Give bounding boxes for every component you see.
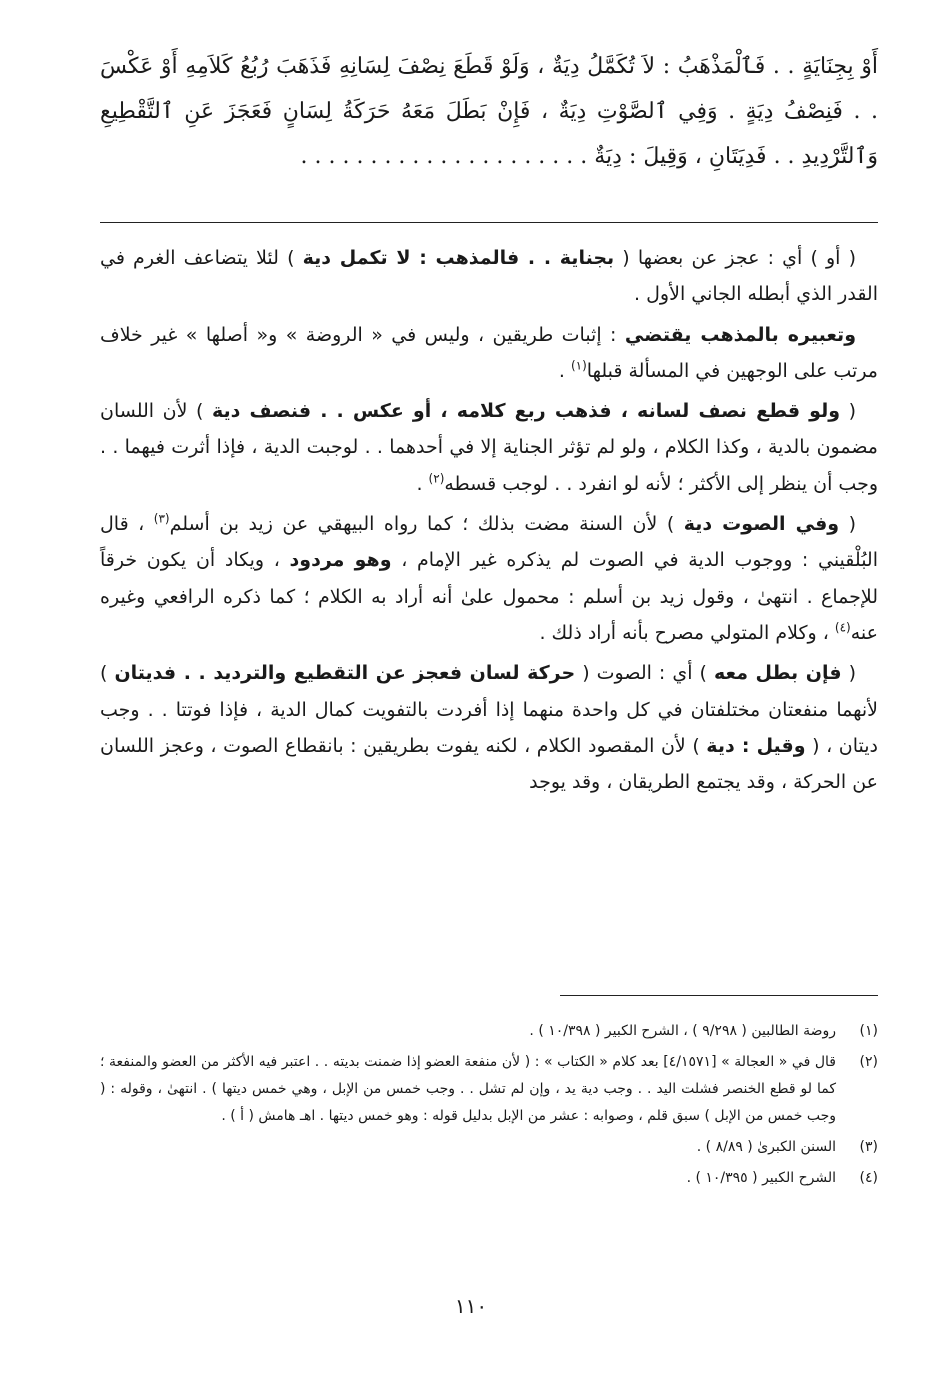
footnote-number: (٢) (859, 1054, 878, 1070)
text-span: . (558, 359, 571, 382)
text-span: ( (840, 400, 856, 423)
text-span: ( أو ) أي : عجز عن بعضها ( (614, 247, 856, 269)
matn-separator-rule (100, 222, 878, 223)
footnote-item (100, 1018, 878, 1045)
quoted-matn: بجناية . . فالمذهب : لا تكمل دية (302, 247, 615, 269)
quoted-matn: حركة لسان فعجز عن التقطيع والترديد . . فديتان (114, 662, 576, 685)
footnote-text: الشرح الكبير ( ١٠/٣٩٥ ) . (686, 1170, 836, 1186)
commentary-paragraph-1 (100, 240, 878, 313)
footnote-text: السنن الكبرىٰ ( ٨/٨٩ ) . (696, 1139, 836, 1155)
footnote-ref[interactable]: (١) (570, 358, 587, 373)
footnote-number: (٣) (859, 1139, 878, 1155)
text-span: ، وكلام المتولي مصرح بأنه أراد ذلك . (539, 621, 835, 644)
quoted-matn: وفي الصوت دية (683, 513, 840, 536)
commentary-paragraph-5 (100, 655, 878, 800)
text-span: ) لأن المقصود الكلام ، لكنه يفوت بطريقين : بانقطاع الصوت ، وعجز اللسان عن الحركة ، وقد يجتمع الطريقان ، وقد يوجد (100, 734, 878, 794)
text-span: ، قال البُلْقيني : ووجوب الدية في الصوت لم يذكره غير الإمام ، (100, 513, 878, 572)
footnote-item (100, 1049, 878, 1130)
footnote-separator-rule (560, 995, 878, 996)
footnote-ref[interactable]: (٢) (428, 471, 445, 486)
footnote-ref[interactable]: (٤) (834, 620, 851, 635)
footnote-number: (١) (859, 1023, 878, 1039)
text-span: ( (839, 513, 856, 536)
text-span: . (416, 472, 429, 495)
footnote-text: روضة الطالبين ( ٩/٢٩٨ ) ، الشرح الكبير ( ١٠/٣٩٨ ) . (529, 1023, 836, 1039)
footnote-ref[interactable]: (٣) (153, 511, 170, 526)
text-span: ) لأنهما منفعتان مختلفتان في كل واحدة منهما إذا أفردت بالتفويت كمال الدية ، فإذا فوتتا . . وجب ديتان ، ( (100, 662, 878, 757)
quoted-matn: وقيل : دية (706, 734, 806, 757)
text-span: : إثبات طريقين ، وليس في « الروضة » و« أصلها » غير خلاف مرتب على الوجهين في المسألة قبلها (100, 323, 878, 382)
commentary-sharh (100, 240, 878, 804)
footnotes (100, 1018, 878, 1196)
footnote-text: قال في « العجالة » [٤/١٥٧١] بعد كلام « الكتاب » : ( لأن منفعة العضو إذا ضمنت بديته . . اعتبر فيه الأكثر من العضو والمنفعة ؛ كما لو قطع الخنصر فشلت اليد . . وجب دية يد ، وإن لم تشل . . وجب خمس من الإبل ، وهي خمس ديتها ) . انتهىٰ ، وقوله : ( وجب خمس من الإبل ) سبق قلم ، وصوابه : عشر من الإبل بدليل قوله : وهو خمس ديتها . اهـ هامش ( أ ) . (100, 1054, 836, 1124)
text-span: ) لأن السنة مضت بذلك ؛ كما رواه البيهقي عن زيد بن أسلم (169, 513, 684, 536)
matn-paragraph: أَوْ بِجِنَايَةٍ . . فَٱلْمَذْهَبُ : لاَ تُكَمَّلُ دِيَةٌ ، وَلَوْ قَطَعَ نِصْفَ لِسَانِهِ فَذَهَبَ رُبُعُ كَلاَمِهِ أَوْ عَكْسَ . . فَنِصْفُ دِيَةٍ . وَفِي ٱلصَّوْتِ دِيَةٌ ، فَإِنْ بَطَلَ مَعَهُ حَرَكَةُ لِسَانٍ فَعَجَزَ عَنِ ٱلتَّقْطِيعِ وَٱلتَّرْدِيدِ . . فَدِيَتَانِ ، وَقِيلَ : دِيَةٌ . . . . . . . . . . . . . . . . . . . . . (100, 54, 878, 169)
bold-phrase: وهو مردود (289, 549, 392, 572)
footnote-item (100, 1134, 878, 1161)
quoted-matn: فإن بطل معه (713, 662, 842, 685)
text-span: ، ويكاد أن يكون خرقاً للإجماع . انتهىٰ ، وقول زيد بن أسلم : محمول علىٰ أنه أراد به الكلام ؛ كما ذكره الرافعي وغيره عنه (100, 549, 878, 644)
footnote-number: (٤) (859, 1170, 878, 1186)
main-text-matn (100, 44, 878, 179)
quoted-matn: ولو قطع نصف لسانه ، فذهب ربع كلامه ، أو عكس . . فنصف دية (211, 400, 841, 423)
text-span: ( (841, 662, 856, 685)
page-number: ١١٠ (454, 1294, 488, 1318)
commentary-paragraph-3 (100, 393, 878, 502)
footnote-item (100, 1165, 878, 1192)
quoted-matn: وتعبيره بالمذهب يقتضي (624, 323, 856, 346)
text-span: ) أي : الصوت ( (575, 662, 714, 685)
commentary-paragraph-2 (100, 317, 878, 390)
text-span: ) لئلا يتضاعف الغرم في القدر الذي أبطله الجاني الأول . (100, 247, 878, 306)
text-span: ) لأن اللسان مضمون بالدية ، وكذا الكلام ، ولو لم تؤثر الجناية إلا في أحدهما . . لوجبت الدية ، فإذا أثرت فيهما . . وجب أن ينظر إلى الأكثر ؛ لأنه لو انفرد . . لوجب قسطه (100, 400, 878, 495)
commentary-paragraph-4 (100, 506, 878, 651)
